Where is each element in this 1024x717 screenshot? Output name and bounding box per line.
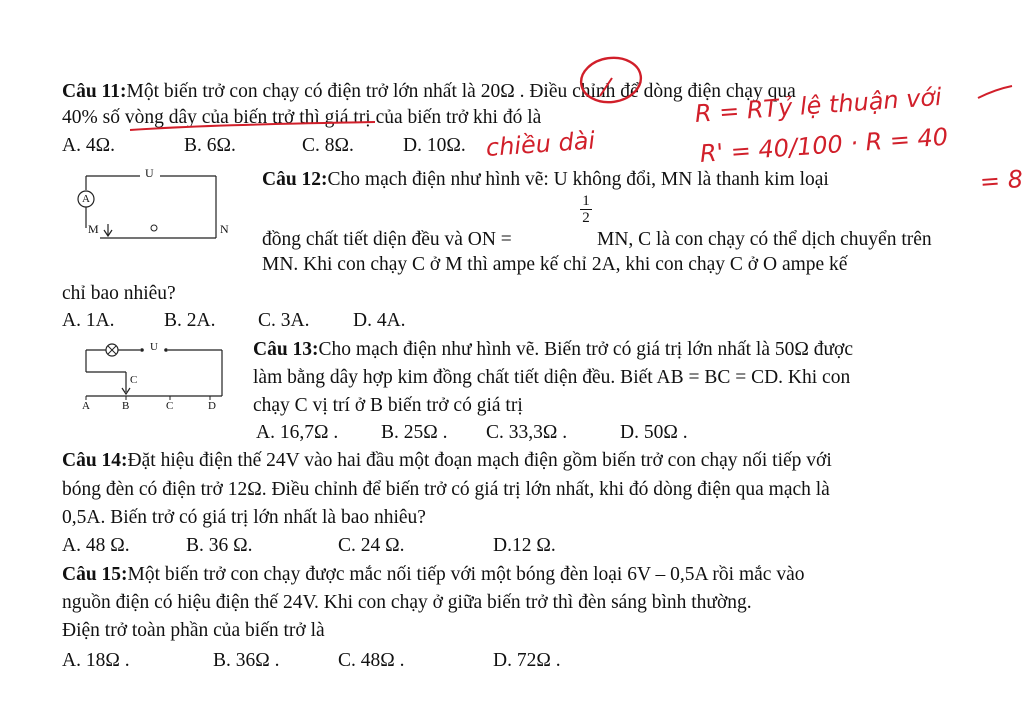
q15-option-c[interactable]: C. 48Ω . <box>338 650 405 671</box>
q12-option-c[interactable]: C. 3A. <box>258 310 310 331</box>
q11-option-a[interactable]: A. 4Ω. <box>62 135 115 156</box>
q13-text1: Cho mạch điện như hình vẽ. Biến trở có giá trị lớn nhất là 50Ω được <box>318 339 854 360</box>
q12-fig-m: M <box>88 222 99 236</box>
q13-line1 <box>253 338 853 362</box>
q11-label: Câu 11: <box>62 81 127 102</box>
handwriting-note-4: = 8 <box>979 165 1024 196</box>
q11-line2: 40% số vòng dây của biến trở thì giá trị của biến trở khi đó là <box>62 107 542 128</box>
q14-option-c[interactable]: C. 24 Ω. <box>338 535 405 556</box>
q15-option-d[interactable]: D. 72Ω . <box>493 650 561 671</box>
q14-label: Câu 14: <box>62 450 128 471</box>
q13-line3: chạy C vị trí ở B biến trở có giá trị <box>253 395 523 416</box>
q13-option-a[interactable]: A. 16,7Ω . <box>256 422 339 443</box>
q13-option-d[interactable]: D. 50Ω . <box>620 422 688 443</box>
q13-label: Câu 13: <box>253 339 319 360</box>
q11-option-c[interactable]: C. 8Ω. <box>302 135 354 156</box>
q12-text1: Cho mạch điện như hình vẽ: U không đổi, MN là thanh kim loại <box>327 169 829 190</box>
q15-label: Câu 15: <box>62 564 128 585</box>
q15-line2: nguồn điện có hiệu điện thế 24V. Khi con chạy ở giữa biến trở thì đèn sáng bình thường. <box>62 592 752 613</box>
q15-text1: Một biến trở con chạy được mắc nối tiếp với một bóng đèn loại 6V – 0,5A rồi mắc vào <box>127 564 805 585</box>
q15-option-b[interactable]: B. 36Ω . <box>213 650 280 671</box>
q14-text1: Đặt hiệu điện thế 24V vào hai đầu một đoạn mạch điện gồm biến trở con chạy nối tiếp với <box>127 450 832 471</box>
q11-text1: Một biến trở con chạy có điện trở lớn nhất là 20Ω . Điều chỉnh để dòng điện chạy qua <box>126 81 796 102</box>
q13-option-b[interactable]: B. 25Ω . <box>381 422 448 443</box>
q12-frac-den: 2 <box>582 210 590 226</box>
q12-option-d[interactable]: D. 4A. <box>353 310 406 331</box>
underline-mark <box>130 122 375 130</box>
q12-label: Câu 12: <box>262 169 328 190</box>
q12-option-a[interactable]: A. 1A. <box>62 310 115 331</box>
q12-frac-num: 1 <box>580 193 592 210</box>
q15-line1 <box>62 563 804 587</box>
q13-line2: làm bằng dây hợp kim đồng chất tiết diện đều. Biết AB = BC = CD. Khi con <box>253 367 851 388</box>
q13-fig-c: C <box>130 374 138 386</box>
q12-fig-ammeter: A <box>82 193 90 205</box>
q12-line4: chỉ bao nhiêu? <box>62 283 176 304</box>
q12-line3: MN. Khi con chạy C ở M thì ampe kế chỉ 2A, khi con chạy C ở O ampe kế <box>262 254 848 275</box>
q13-fig-c2: C <box>166 400 174 412</box>
q14-line3: 0,5A. Biến trở có giá trị lớn nhất là bao nhiêu? <box>62 507 426 528</box>
q12-option-b[interactable]: B. 2A. <box>164 310 216 331</box>
q13-fig-d: D <box>208 400 216 412</box>
q13-fig-u: U <box>150 341 158 353</box>
q11-option-d[interactable]: D. 10Ω. <box>403 135 466 156</box>
slash-mark <box>600 78 612 96</box>
handwriting-note-3: R' = 40/100 · R = 40 <box>699 122 949 168</box>
q14-option-b[interactable]: B. 36 Ω. <box>186 535 253 556</box>
q13-fig-a: A <box>82 400 90 412</box>
q13-option-c[interactable]: C. 33,3Ω . <box>486 422 568 443</box>
handwriting-note-2: chiều dài <box>485 126 597 162</box>
q14-option-a[interactable]: A. 48 Ω. <box>62 535 130 556</box>
q15-option-a[interactable]: A. 18Ω . <box>62 650 130 671</box>
q12-fig-n: N <box>220 222 229 236</box>
handwriting-note-1: R = RTỷ lệ thuận với <box>694 82 943 128</box>
q14-line1 <box>62 449 832 473</box>
q15-line3: Điện trở toàn phần của biến trở là <box>62 620 325 641</box>
q12-line2a: đồng chất tiết diện đều và ON = <box>262 229 512 250</box>
q12-line2b: MN, C là con chạy có thể dịch chuyển trên <box>597 229 932 250</box>
q12-fig-u: U <box>145 166 154 180</box>
q13-fig-b: B <box>122 400 130 412</box>
q11-option-b[interactable]: B. 6Ω. <box>184 135 236 156</box>
q14-line2: bóng đèn có điện trở 12Ω. Điều chỉnh để biến trở có giá trị lớn nhất, khi đó dòng điện qua mạch là <box>62 479 830 500</box>
q14-option-d[interactable]: D.12 Ω. <box>493 535 556 556</box>
arc-mark <box>978 86 1012 98</box>
